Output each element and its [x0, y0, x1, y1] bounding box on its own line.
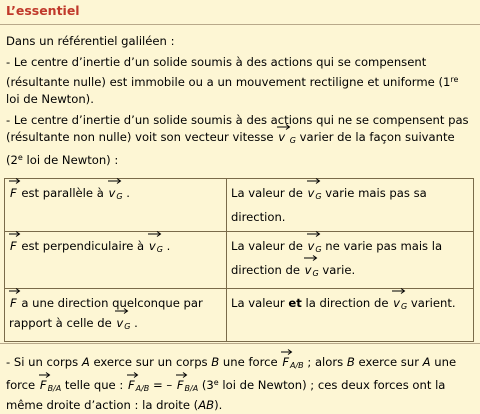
second-law-text: - Le centre d’inertie d’un solide soumis à des actions qui ne se compensent pas (résultante non nulle) voit son vecteur vitesse [6, 113, 469, 144]
table-row [5, 289, 474, 342]
table-cell-condition: F est parallèle à $v_G$ . [5, 179, 227, 232]
second-law-text-end: loi de Newton) : [22, 153, 119, 167]
divider [0, 24, 480, 25]
table-cell-condition: F a une direction quelconque par rapport à celle de $v_G$ . [5, 289, 227, 342]
table-cell-effect: La valeur et la direction de $v_G$ varient. [227, 289, 474, 342]
newton-cases-table [4, 178, 474, 342]
table-row [5, 179, 474, 232]
table-row [5, 232, 474, 289]
section-title: L’essentiel [6, 3, 80, 18]
velocity-vector: v [307, 236, 316, 256]
table-cell-condition: F est perpendiculaire à $v_G$ . [5, 232, 227, 289]
superscript: re [450, 75, 459, 84]
velocity-vector: v [304, 260, 313, 280]
velocity-vector: v [277, 129, 286, 146]
third-law-paragraph: - Si un corps A exerce sur un corps B une force $F_{A/B}$ ; alors B exerce sur A une force $F_{B/A}$ telle que : $F_{A/B}$ = – $F_{B/A}$ (3e loi de Newton) ; ces deux forces ont la même droite d’action : la droite (AB). [6, 354, 474, 414]
first-law-text-end: loi de Newton). [6, 92, 94, 106]
force-vector: F [9, 183, 18, 203]
velocity-vector: v [307, 183, 316, 203]
velocity-vector: v [148, 236, 157, 256]
superscript: e [17, 153, 23, 162]
force-vector: F [127, 377, 136, 394]
divider [0, 343, 480, 344]
velocity-vector: v [392, 293, 401, 313]
first-law-paragraph [6, 54, 474, 108]
velocity-vector: v [108, 183, 117, 203]
first-law-text: - Le centre d’inertie d’un solide soumis à des actions qui se compensent (résultante nulle) est immobile ou a un mouvement rectiligne et uniforme (1 [6, 55, 451, 89]
force-vector: F [9, 293, 18, 313]
force-vector: F [39, 377, 48, 394]
force-vector: F [281, 354, 290, 371]
intro-text: Dans un référentiel galiléen : [6, 34, 175, 48]
force-vector: F [9, 236, 18, 256]
velocity-vector: v [115, 313, 124, 333]
force-vector: F [176, 377, 185, 394]
table-cell-effect: La valeur de $v_G$ ne varie pas mais la direction de $v_G$ varie. [227, 232, 474, 289]
vector-subscript: G [289, 136, 296, 145]
second-law-paragraph [6, 112, 474, 169]
second-law-text-mid: varier de la façon suivante (2 [6, 130, 455, 167]
table-cell-effect: La valeur de $v_G$ varie mais pas sa direction. [227, 179, 474, 232]
